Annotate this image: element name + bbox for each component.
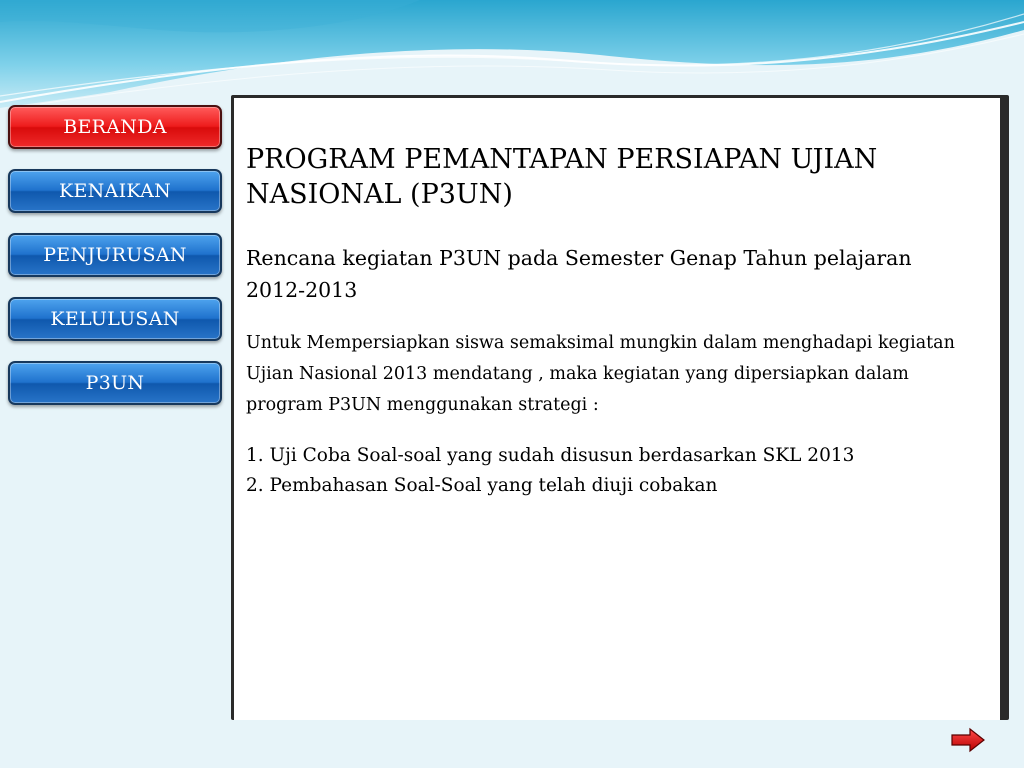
nav-button-p3un[interactable]: P3UN (8, 361, 222, 405)
nav-button-kenaikan[interactable]: KENAIKAN (8, 169, 222, 213)
nav-button-penjurusan[interactable]: PENJURUSAN (8, 233, 222, 277)
content-area (234, 98, 1000, 720)
page-title: PROGRAM PEMANTAPAN PERSIAPAN UJIAN NASIONAL (P3UN) (246, 144, 878, 210)
page-subtitle: Rencana kegiatan P3UN pada Semester Genap Tahun pelajaran 2012-2013 (246, 246, 912, 302)
content-panel (231, 95, 1009, 720)
next-arrow-icon[interactable] (950, 727, 986, 753)
strategy-list (246, 441, 970, 501)
list-item: 2. Pembahasan Soal-Soal yang telah diuji cobakan (246, 475, 718, 496)
nav-button-beranda[interactable]: BERANDA (8, 105, 222, 149)
list-item: 1. Uji Coba Soal-soal yang sudah disusun berdasarkan SKL 2013 (246, 445, 855, 466)
header-wave-decoration (0, 0, 1024, 110)
description-text: Untuk Mempersiapkan siswa semaksimal mungkin dalam menghadapi kegiatan Ujian Nasional 2013 mendatang , maka kegiatan yang dipersiapkan dalam program P3UN menggunakan strategi : (246, 333, 955, 415)
nav-button-kelulusan[interactable]: KELULUSAN (8, 297, 222, 341)
